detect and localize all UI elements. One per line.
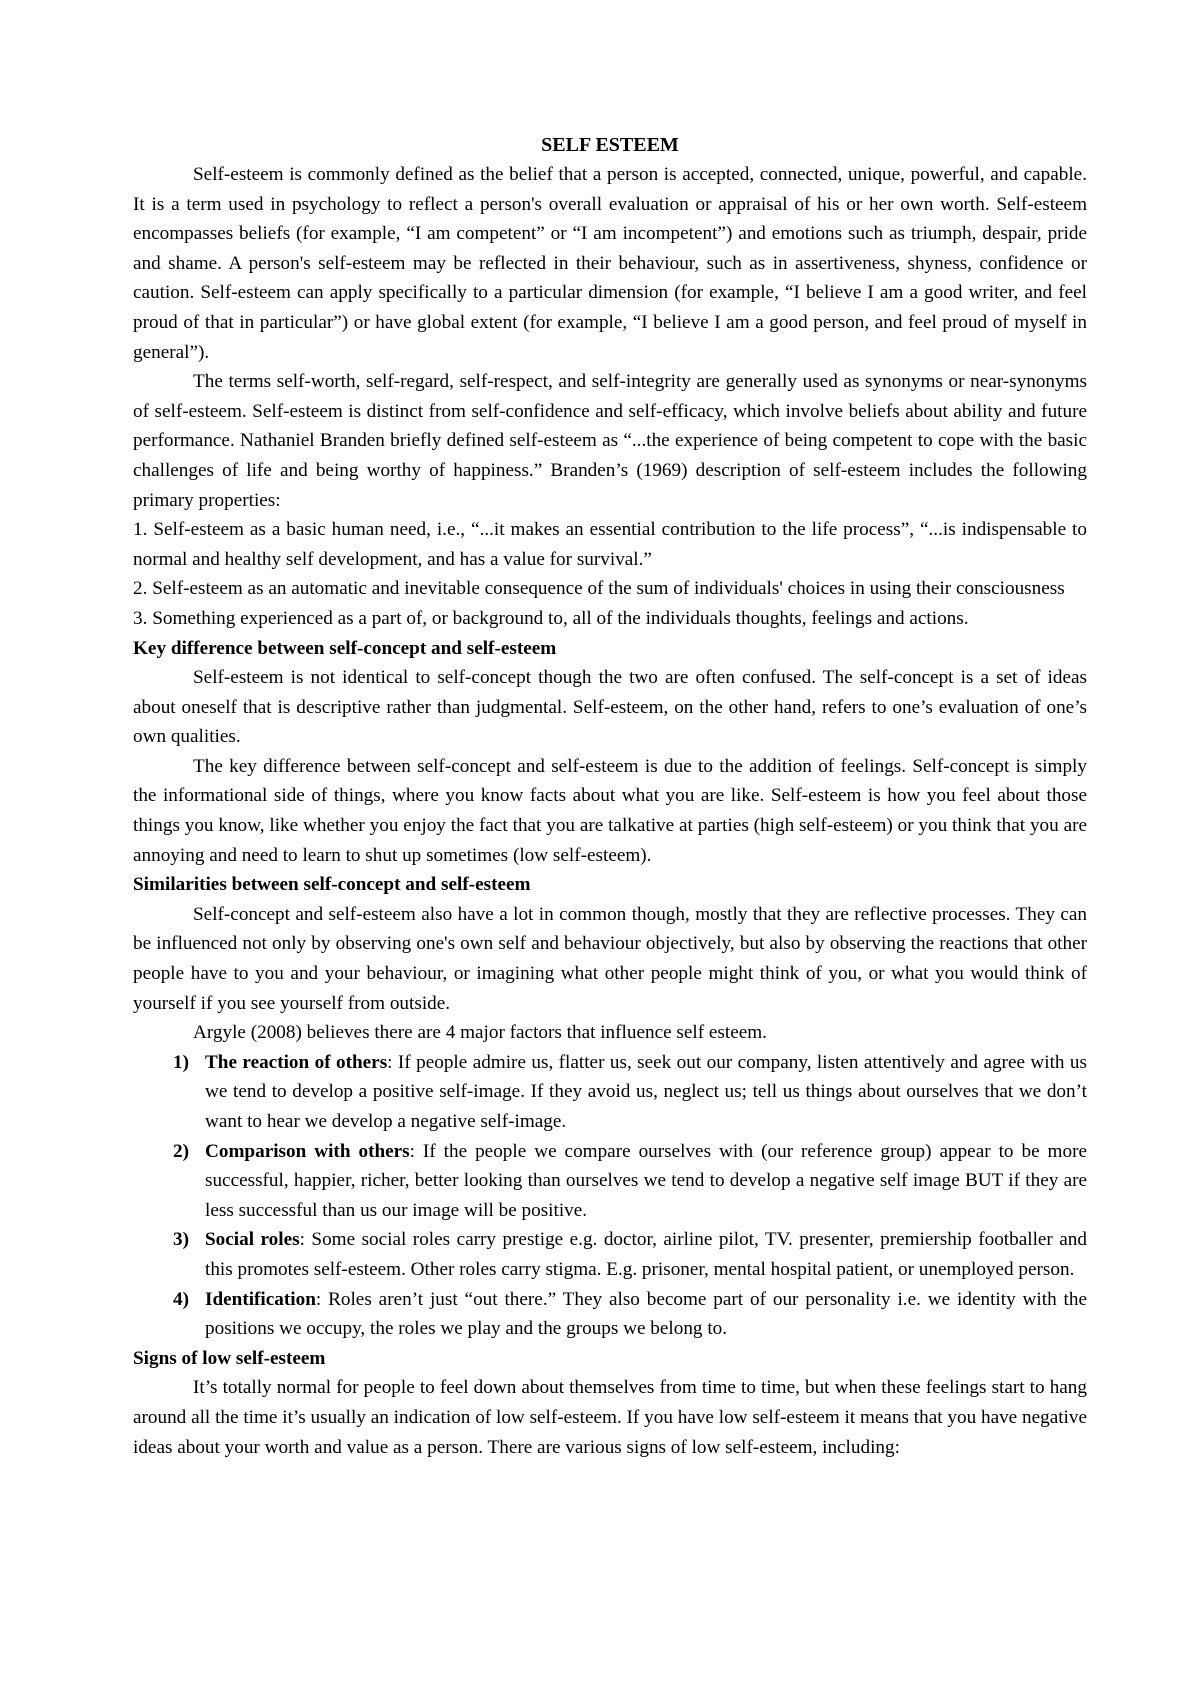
similarities-paragraph-1: Self-concept and self-esteem also have a lot in common though, mostly that they are reflective processes. They can be influenced not only by observing one's own self and behaviour objectively, but also by observing the reactions that other people have to you and your behaviour, or imagining what other people might think of you, or what you would think of yourself if you see yourself from outside. — [133, 903, 1087, 1014]
document-title: SELF ESTEEM — [541, 134, 679, 156]
section-heading-difference: Key difference between self-concept and self-esteem — [133, 637, 557, 659]
factor-list — [133, 1048, 1087, 1344]
factor-term: Identification — [205, 1288, 316, 1310]
signs-paragraph-1: It’s totally normal for people to feel down about themselves from time to time, but when these feelings start to hang around all the time it’s usually an indication of low self-esteem. If you have low self-esteem it means that you have negative ideas about your worth and value as a person. There are various signs of low self-esteem, including: — [133, 1377, 1087, 1458]
difference-paragraph-2: The key difference between self-concept and self-esteem is due to the addition of feelings. Self-concept is simply the informational side of things, where you know facts about what you are like. Self-esteem is how you feel about those things you know, like whether you enjoy the fact that you are talkative at parties (high self-esteem) or you think that you are annoying and need to learn to shut up sometimes (low self-esteem). — [133, 755, 1087, 866]
property-item-1: 1. Self-esteem as a basic human need, i.e., “...it makes an essential contribution to the life process”, “...is indispensable to normal and healthy self development, and has a value for survival.” — [133, 519, 1087, 570]
intro-paragraph-1: Self-esteem is commonly defined as the belief that a person is accepted, connected, unique, powerful, and capable. It is a term used in psychology to reflect a person's overall evaluation or appraisal of his or her own worth. Self-esteem encompasses beliefs (for example, “I am competent” or “I am incompetent”) and emotions such as triumph, despair, pride and shame. A person's self-esteem may be reflected in their behaviour, such as in assertiveness, shyness, confidence or caution. Self-esteem can apply specifically to a particular dimension (for example, “I believe I am a good writer, and feel proud of that in particular”) or have global extent (for example, “I believe I am a good person, and feel proud of myself in general”). — [133, 164, 1087, 363]
property-item-2: 2. Self-esteem as an automatic and inevitable consequence of the sum of individuals' choices in using their consciousness — [133, 578, 1065, 600]
factor-item — [133, 1285, 1087, 1344]
factor-item — [133, 1137, 1087, 1226]
factor-term: Comparison with others — [205, 1140, 410, 1162]
section-heading-signs: Signs of low self-esteem — [133, 1347, 326, 1369]
difference-paragraph-1: Self-esteem is not identical to self-concept though the two are often confused. The self-concept is a set of ideas about oneself that is descriptive rather than judgmental. Self-esteem, on the other hand, refers to one’s evaluation of one’s own qualities. — [133, 667, 1087, 748]
factor-text: : Roles aren’t just “out there.” They also become part of our personality i.e. we identity with the positions we occupy, the roles we play and the groups we belong to. — [205, 1288, 1087, 1340]
factor-number: 3) — [173, 1229, 189, 1251]
document-page — [133, 130, 1087, 1462]
factor-number: 1) — [173, 1051, 189, 1073]
section-heading-similarities: Similarities between self-concept and self-esteem — [133, 874, 531, 896]
factor-number: 4) — [173, 1288, 189, 1310]
property-item-3: 3. Something experienced as a part of, or background to, all of the individuals thoughts, feelings and actions. — [133, 607, 969, 629]
factor-text: : If people admire us, flatter us, seek out our company, listen attentively and agree with us we tend to develop a positive self-image. If they avoid us, neglect us; tell us things about ourselves that we don’t want to hear we develop a negative self-image. — [205, 1051, 1087, 1132]
factor-item — [133, 1048, 1087, 1137]
factor-term: The reaction of others — [205, 1051, 388, 1073]
similarities-paragraph-2: Argyle (2008) believes there are 4 major factors that influence self esteem. — [193, 1022, 767, 1044]
intro-paragraph-2: The terms self-worth, self-regard, self-respect, and self-integrity are generally used as synonyms or near-synonyms of self-esteem. Self-esteem is distinct from self-confidence and self-efficacy, which involve beliefs about ability and future performance. Nathaniel Branden briefly defined self-esteem as “...the experience of being competent to cope with the basic challenges of life and being worthy of happiness.” Branden’s (1969) description of self-esteem includes the following primary properties: — [133, 371, 1087, 511]
factor-item — [133, 1225, 1087, 1284]
factor-term: Social roles — [205, 1229, 300, 1251]
factor-text: : If the people we compare ourselves with (our reference group) appear to be more successful, happier, richer, better looking than ourselves we tend to develop a negative self image BUT if they are less successful than us our image will be positive. — [205, 1140, 1087, 1221]
factor-number: 2) — [173, 1140, 189, 1162]
factor-text: : Some social roles carry prestige e.g. doctor, airline pilot, TV. presenter, premiership footballer and this promotes self-esteem. Other roles carry stigma. E.g. prisoner, mental hospital patient, or unemployed person. — [205, 1229, 1087, 1280]
